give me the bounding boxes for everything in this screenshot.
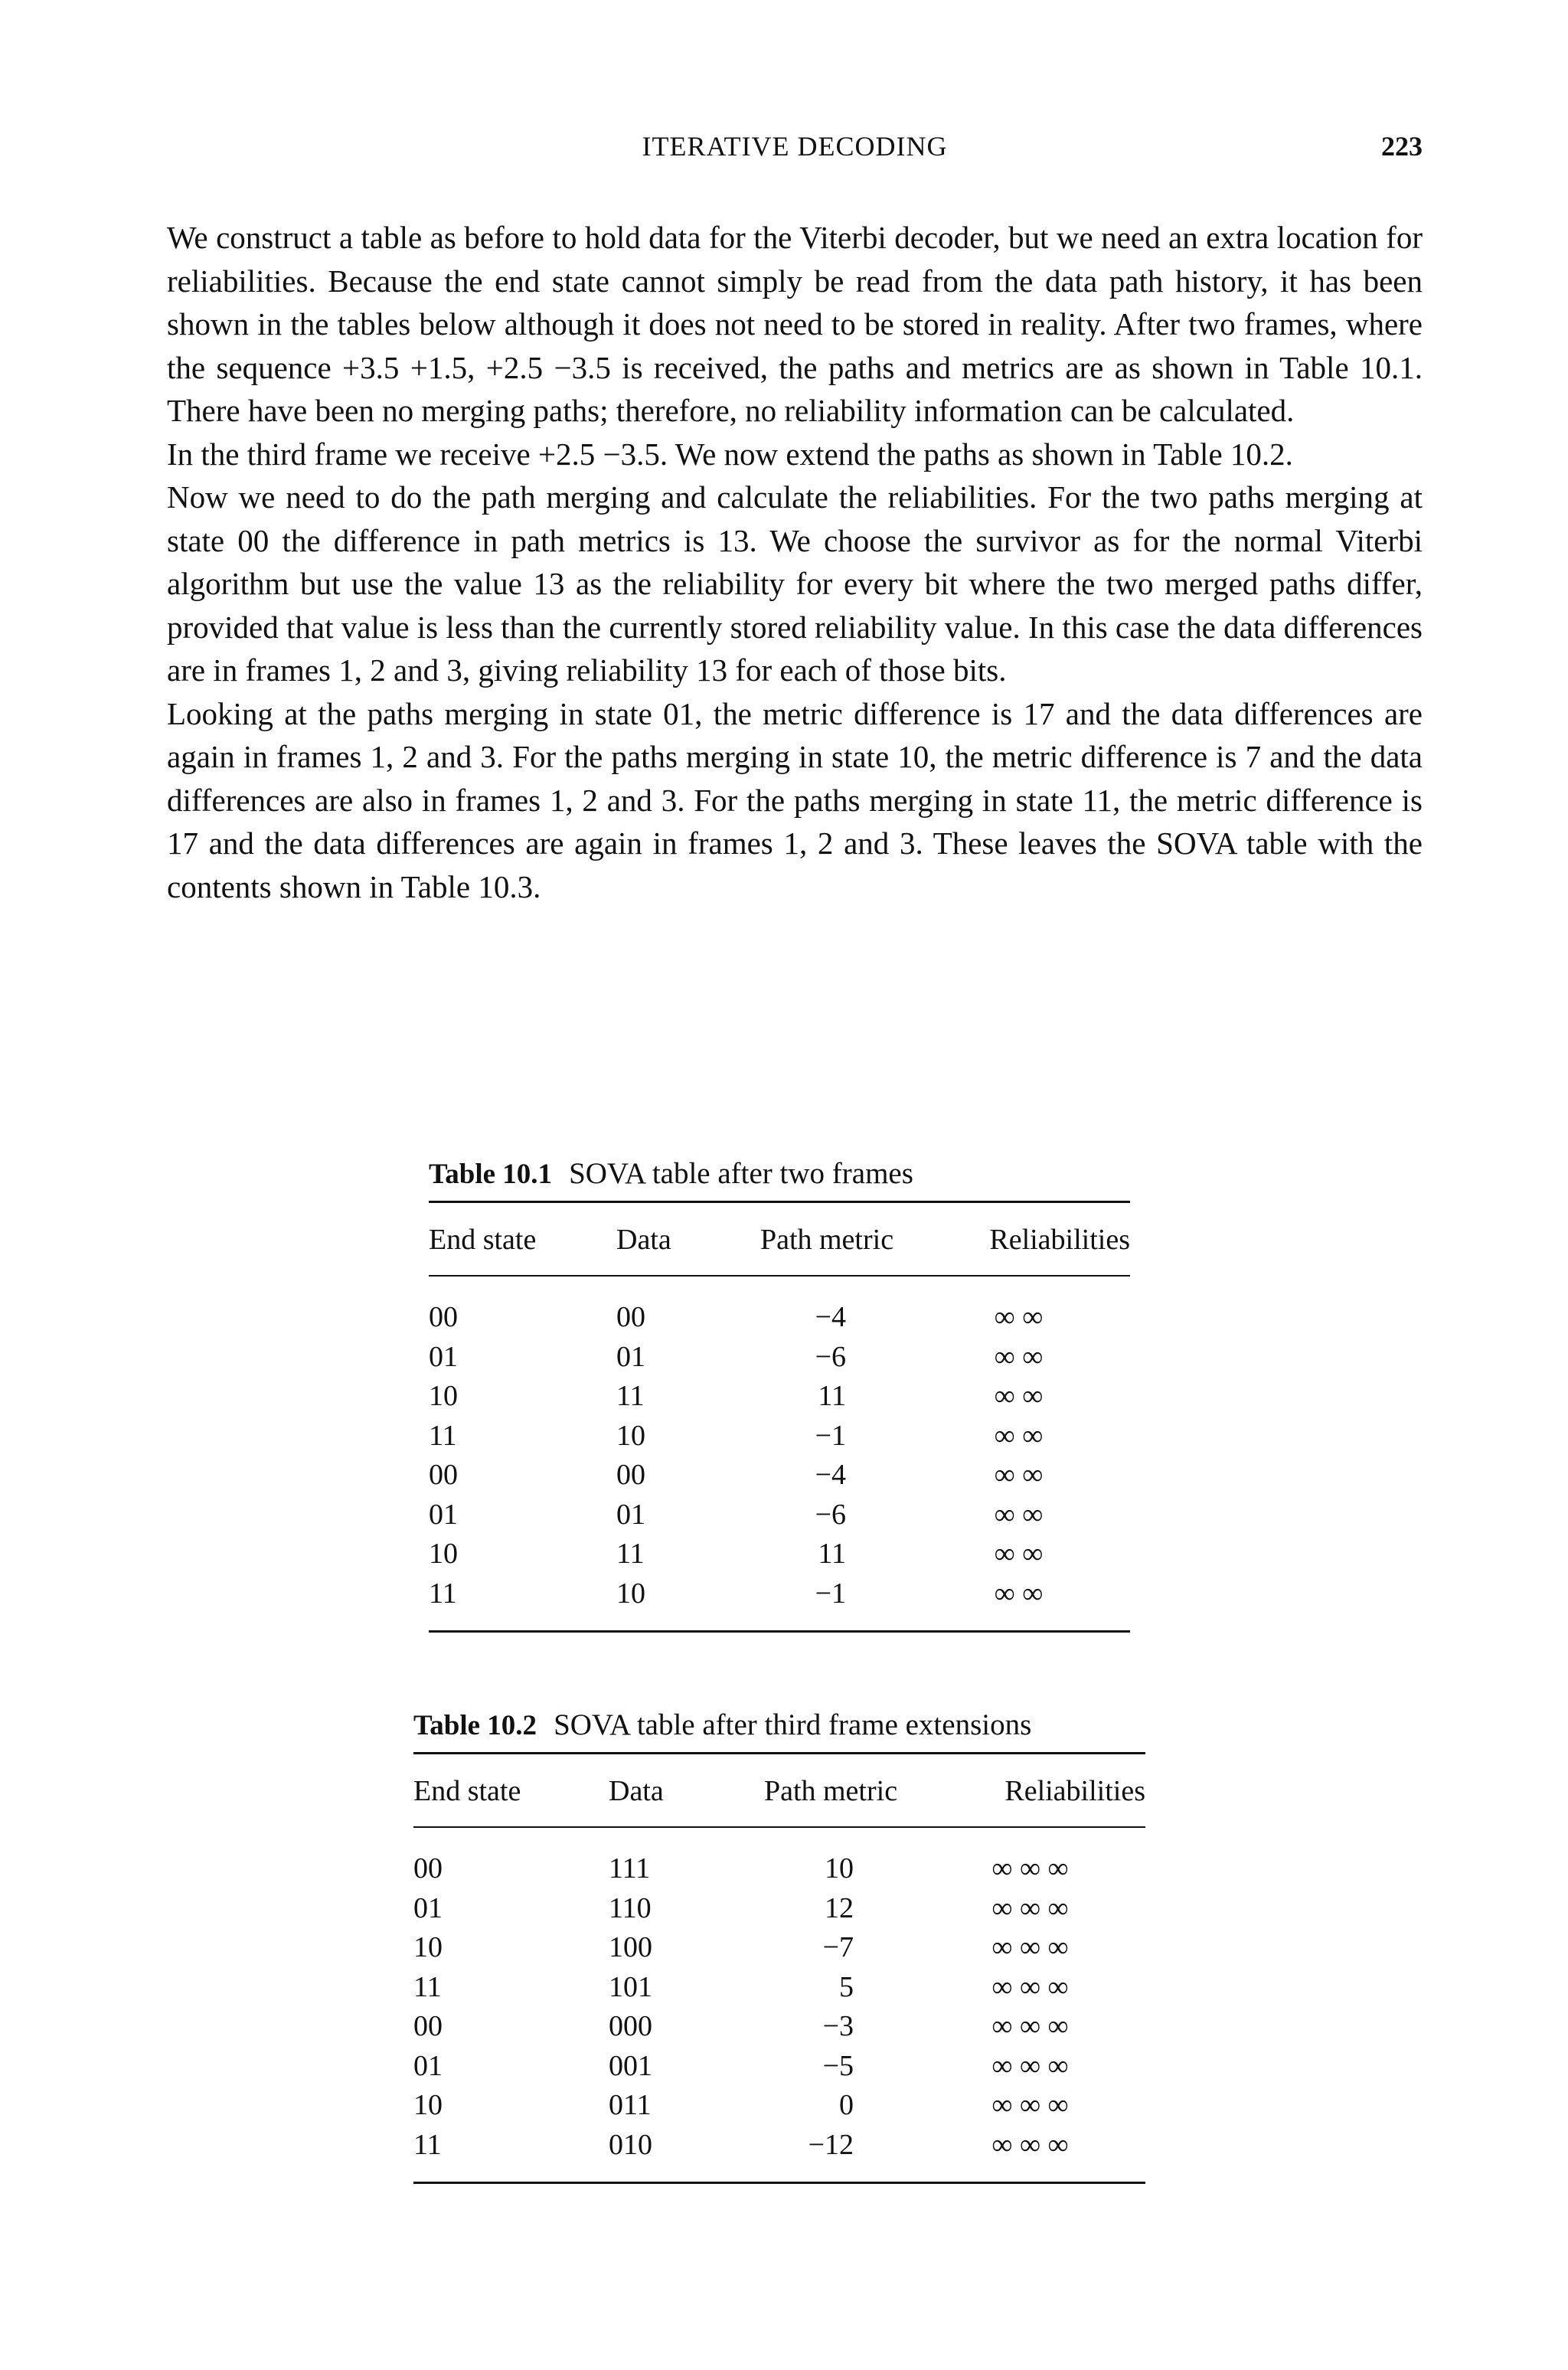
table-row bbox=[429, 1417, 1130, 1456]
table-row bbox=[429, 1276, 1130, 1338]
paragraph: Looking at the paths merging in state 01, the metric difference is 17 and the data differences are again in frames 1, 2 and 3. For the paths merging in state 10, the metric difference is 7 and the data differences are also in frames 1, 2 and 3. For the paths merging in state 11, the metric difference is 17 and the data differences are again in frames 1, 2 and 3. These leaves the SOVA table with the contents shown in Table 10.3. bbox=[167, 695, 1423, 904]
cell-path-metric: −12 bbox=[746, 2126, 915, 2183]
cell-path-metric: 11 bbox=[818, 1380, 846, 1412]
table-body bbox=[413, 1827, 1145, 2183]
cell-end-state: 11 bbox=[429, 1574, 616, 1632]
cell-end-state: 10 bbox=[413, 1931, 443, 1963]
table-header-row bbox=[413, 1754, 1145, 1828]
column-header-data: Data bbox=[616, 1202, 746, 1277]
cell-end-state: 11 bbox=[413, 1970, 442, 2003]
cell-reliabilities: ∞ ∞ ∞ bbox=[991, 2010, 1069, 2042]
cell-path-metric: −7 bbox=[822, 1931, 854, 1963]
table-10-1 bbox=[429, 1155, 1130, 1633]
cell-reliabilities: ∞ ∞ bbox=[994, 1538, 1044, 1570]
cell-data: 01 bbox=[616, 1498, 645, 1531]
table-caption bbox=[413, 1706, 1145, 1752]
cell-end-state: 00 bbox=[429, 1459, 458, 1491]
cell-reliabilities: ∞ ∞ ∞ bbox=[991, 2049, 1069, 2082]
table-row bbox=[413, 1827, 1145, 1889]
cell-path-metric: 0 bbox=[839, 2089, 854, 2121]
cell-data: 10 bbox=[616, 1419, 645, 1452]
table-row bbox=[413, 2126, 1145, 2183]
table-caption-text: SOVA table after two frames bbox=[569, 1157, 913, 1190]
cell-reliabilities: ∞ ∞ bbox=[994, 1459, 1044, 1491]
cell-end-state: 00 bbox=[413, 1852, 443, 1885]
cell-end-state: 01 bbox=[429, 1340, 458, 1373]
table-caption bbox=[429, 1155, 1130, 1201]
cell-data: 011 bbox=[609, 2089, 652, 2121]
cell-end-state: 10 bbox=[429, 1538, 458, 1570]
sova-table bbox=[429, 1201, 1130, 1633]
cell-reliabilities: ∞ ∞ ∞ bbox=[991, 2089, 1069, 2121]
cell-path-metric: 5 bbox=[839, 1970, 854, 2003]
paragraph: Now we need to do the path merging and calculate the reliabilities. For the two paths merging at state 00 the difference in path metrics is 13. We choose the survivor as for the normal Viterbi algorithm but use the value 13 as the reliability for every bit where the two merged paths differ, provided that value is less than the currently stored reliability value. In this case the data differences are in frames 1, 2 and 3, giving reliability 13 for each of those bits. bbox=[167, 479, 1423, 688]
running-title: ITERATIVE DECODING bbox=[642, 131, 948, 162]
cell-path-metric: −1 bbox=[815, 1419, 846, 1452]
cell-end-state: 01 bbox=[429, 1498, 458, 1531]
column-header-end-state: End state bbox=[429, 1202, 616, 1277]
cell-path-metric: −6 bbox=[815, 1340, 846, 1373]
cell-data: 100 bbox=[609, 1931, 652, 1963]
cell-reliabilities: ∞ ∞ bbox=[994, 1419, 1044, 1452]
sova-table bbox=[413, 1752, 1145, 2184]
column-header-path-metric: Path metric bbox=[746, 1754, 915, 1828]
cell-path-metric: −5 bbox=[822, 2049, 854, 2082]
table-row bbox=[429, 1456, 1130, 1496]
table-caption-number: Table 10.1 bbox=[429, 1159, 553, 1190]
cell-end-state: 01 bbox=[413, 2049, 443, 2082]
table-10-2 bbox=[413, 1706, 1145, 2184]
cell-path-metric: 10 bbox=[825, 1852, 854, 1885]
cell-end-state: 10 bbox=[429, 1380, 458, 1412]
cell-reliabilities: ∞ ∞ bbox=[994, 1340, 1044, 1373]
table-row bbox=[413, 1968, 1145, 2008]
cell-path-metric: −1 bbox=[746, 1574, 907, 1632]
table-row bbox=[413, 2086, 1145, 2126]
cell-data: 110 bbox=[609, 1891, 652, 1924]
cell-reliabilities: ∞ ∞ ∞ bbox=[991, 1970, 1069, 2003]
paragraph: We construct a table as before to hold data for the Viterbi decoder, but we need an extra location for reliabilities. Because the end state cannot simply be read from the data path history, it has been shown in the tables below although it does not need to be stored in reality. After two frames, where the sequence +3.5 +1.5, +2.5 −3.5 is received, the paths and metrics are as shown in Table 10.1. There have been no merging paths; therefore, no reliability information can be calculated. bbox=[167, 220, 1423, 428]
page-number: 223 bbox=[1381, 131, 1423, 162]
table-row bbox=[429, 1535, 1130, 1574]
cell-end-state: 11 bbox=[429, 1419, 457, 1452]
column-header-reliabilities: Reliabilities bbox=[907, 1202, 1130, 1277]
cell-data: 000 bbox=[609, 2010, 652, 2042]
cell-path-metric: −6 bbox=[815, 1498, 846, 1531]
cell-reliabilities: ∞ ∞ ∞ bbox=[991, 1852, 1069, 1885]
cell-end-state: 10 bbox=[413, 2089, 443, 2121]
cell-data: 111 bbox=[609, 1852, 651, 1885]
column-header-reliabilities: Reliabilities bbox=[915, 1754, 1145, 1828]
cell-path-metric: 12 bbox=[825, 1891, 854, 1924]
cell-data: 001 bbox=[609, 2049, 652, 2082]
body-text bbox=[167, 216, 1423, 908]
cell-reliabilities: ∞ ∞ ∞ bbox=[991, 1891, 1069, 1924]
cell-data: 010 bbox=[609, 2126, 746, 2183]
cell-data: 01 bbox=[616, 1340, 645, 1373]
table-row bbox=[429, 1338, 1130, 1378]
paragraph: In the third frame we receive +2.5 −3.5. We now extend the paths as shown in Table 10.2. bbox=[167, 436, 1293, 472]
cell-data: 101 bbox=[609, 1970, 652, 2003]
cell-path-metric: −4 bbox=[815, 1301, 846, 1333]
table-row bbox=[413, 2007, 1145, 2047]
running-header bbox=[167, 130, 1423, 168]
cell-end-state: 00 bbox=[429, 1301, 458, 1333]
cell-reliabilities: ∞ ∞ bbox=[994, 1380, 1044, 1412]
cell-path-metric: −4 bbox=[815, 1459, 846, 1491]
cell-reliabilities: ∞ ∞ bbox=[994, 1498, 1044, 1531]
table-row bbox=[413, 1928, 1145, 1968]
cell-end-state: 01 bbox=[413, 1891, 443, 1924]
table-caption-text: SOVA table after third frame extensions bbox=[554, 1708, 1032, 1741]
table-row bbox=[413, 2047, 1145, 2087]
cell-data: 10 bbox=[616, 1574, 746, 1632]
cell-path-metric: 11 bbox=[818, 1538, 846, 1570]
table-row bbox=[429, 1496, 1130, 1535]
cell-data: 00 bbox=[616, 1459, 645, 1491]
table-header-row bbox=[429, 1202, 1130, 1277]
column-header-path-metric: Path metric bbox=[746, 1202, 907, 1277]
table-body bbox=[429, 1276, 1130, 1632]
cell-reliabilities: ∞ ∞ ∞ bbox=[915, 2126, 1145, 2183]
cell-end-state: 00 bbox=[413, 2010, 443, 2042]
cell-path-metric: −3 bbox=[822, 2010, 854, 2042]
cell-reliabilities: ∞ ∞ bbox=[994, 1301, 1044, 1333]
cell-end-state: 11 bbox=[413, 2126, 609, 2183]
table-row bbox=[429, 1574, 1130, 1632]
column-header-end-state: End state bbox=[413, 1754, 609, 1828]
cell-reliabilities: ∞ ∞ ∞ bbox=[991, 1931, 1069, 1963]
cell-data: 11 bbox=[616, 1538, 645, 1570]
cell-data: 00 bbox=[616, 1301, 645, 1333]
column-header-data: Data bbox=[609, 1754, 746, 1828]
cell-data: 11 bbox=[616, 1380, 645, 1412]
table-row bbox=[429, 1377, 1130, 1417]
cell-reliabilities: ∞ ∞ bbox=[907, 1574, 1130, 1632]
table-caption-number: Table 10.2 bbox=[413, 1710, 537, 1741]
table-row bbox=[413, 1889, 1145, 1929]
